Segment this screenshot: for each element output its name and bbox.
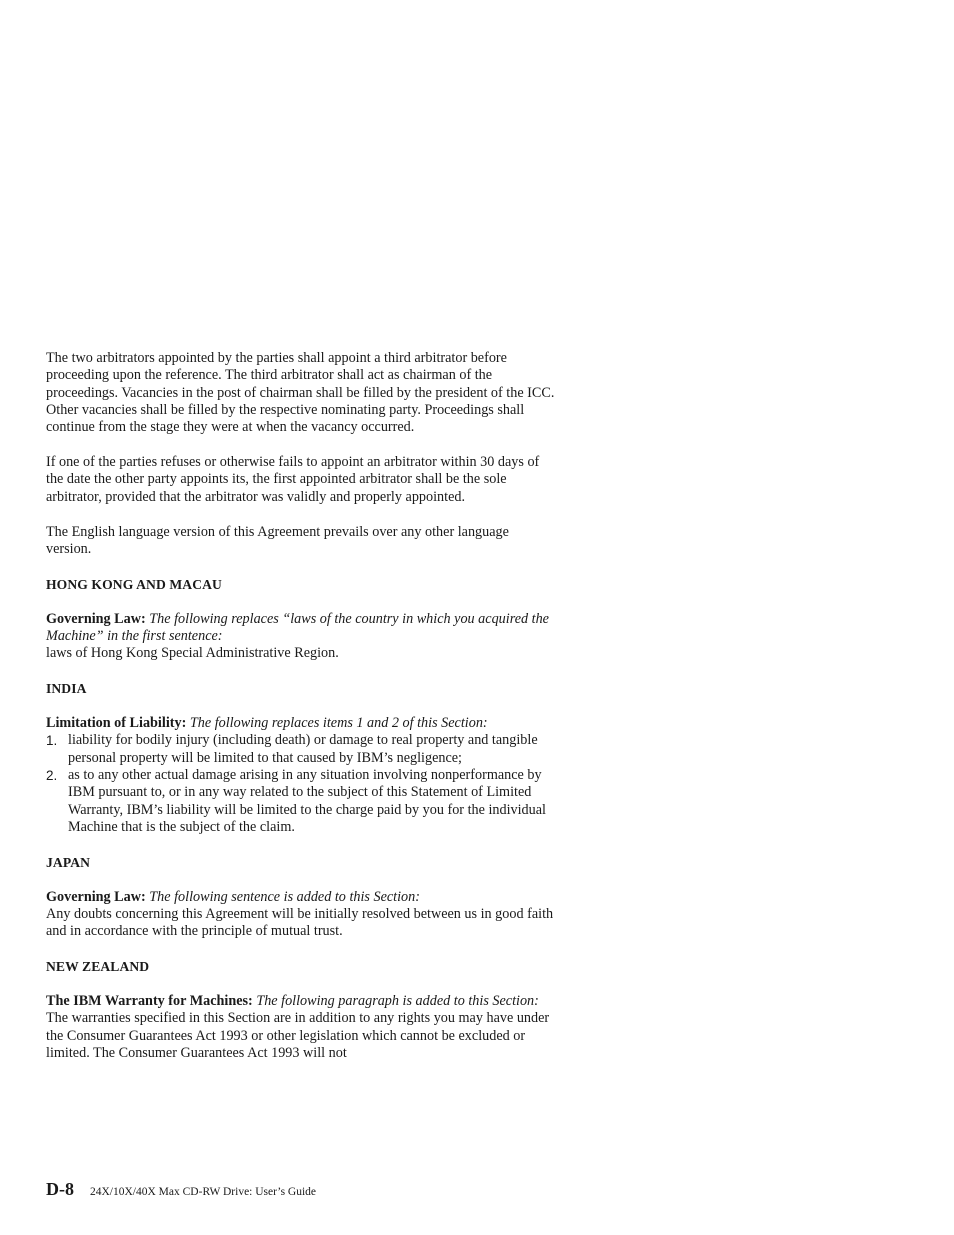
- japan-lead: Governing Law:: [46, 888, 146, 905]
- new-zealand-lead: The IBM Warranty for Machines:: [46, 992, 253, 1009]
- section-heading-japan: JAPAN: [46, 854, 91, 870]
- paragraph-arbitrator-refusal: If one of the parties refuses or otherwise fails to appoint an arbitrator within 30 days of the date the other party appoints its, the first appointed arbitrator shall be the sole arbitrator, provided that the arbitrator was validly and properly appointed.: [46, 454, 540, 505]
- list-item-number: 1.: [46, 733, 58, 749]
- page-number: D-8: [46, 1179, 74, 1199]
- paragraph-arbitrator-appointment: The two arbitrators appointed by the parties shall appoint a third arbitrator before proceeding upon the reference. The third arbitrator shall act as chairman of the proceedings. Vacancies in the post of chairman shall be filled by the president of the ICC. Other vacancies shall be filled by the respective nominating party. Proceedings shall continue from the stage they were at when the vacancy occurred.: [46, 350, 555, 436]
- india-limitation-of-liability: [46, 715, 556, 836]
- section-heading-india: INDIA: [46, 681, 87, 697]
- list-item: [46, 732, 556, 767]
- new-zealand-text: The warranties specified in this Section are in addition to any rights you may have under the Consumer Guarantees Act 1993 or other legislation which cannot be excluded or limited. The Consumer Guarantees Act 1993 will not: [46, 1010, 550, 1061]
- page-body: [46, 350, 556, 1080]
- india-item-list: [46, 732, 556, 836]
- hong-kong-text: laws of Hong Kong Special Administrative Region.: [46, 645, 339, 662]
- hong-kong-instruction: The following replaces “laws of the country in which you acquired the Machine” in the first sentence:: [46, 610, 549, 644]
- list-item-text: liability for bodily injury (including death) or damage to real property and tangible personal property will be limited to that caused by IBM’s negligence;: [68, 732, 538, 766]
- new-zealand-warranty: [46, 993, 556, 1062]
- section-heading-hong-kong: HONG KONG AND MACAU: [46, 576, 222, 592]
- hong-kong-governing-law: [46, 611, 556, 663]
- india-lead: Limitation of Liability:: [46, 715, 187, 732]
- page-footer: [46, 1179, 316, 1200]
- hong-kong-lead: Governing Law:: [46, 610, 146, 627]
- list-item-text: as to any other actual damage arising in any situation involving nonperformance by IBM pursuant to, or in any way related to the subject of this Statement of Limited Warranty, IBM’s liability will be limited to the charge paid by you for the individual Machine that is the subject of the claim.: [68, 766, 546, 835]
- paragraph-language-version: The English language version of this Agreement prevails over any other language version.: [46, 523, 509, 557]
- japan-text: Any doubts concerning this Agreement will be initially resolved between us in good faith and in accordance with the principle of mutual trust.: [46, 905, 554, 940]
- new-zealand-instruction: The following paragraph is added to this Section:: [256, 992, 539, 1009]
- list-item-number: 2.: [46, 767, 58, 783]
- book-title: 24X/10X/40X Max CD-RW Drive: User’s Guide: [90, 1186, 317, 1198]
- japan-instruction: The following sentence is added to this Section:: [149, 888, 420, 905]
- japan-governing-law: [46, 889, 556, 941]
- section-heading-new-zealand: NEW ZEALAND: [46, 959, 150, 975]
- india-instruction: The following replaces items 1 and 2 of this Section:: [189, 715, 488, 732]
- list-item: [46, 767, 556, 836]
